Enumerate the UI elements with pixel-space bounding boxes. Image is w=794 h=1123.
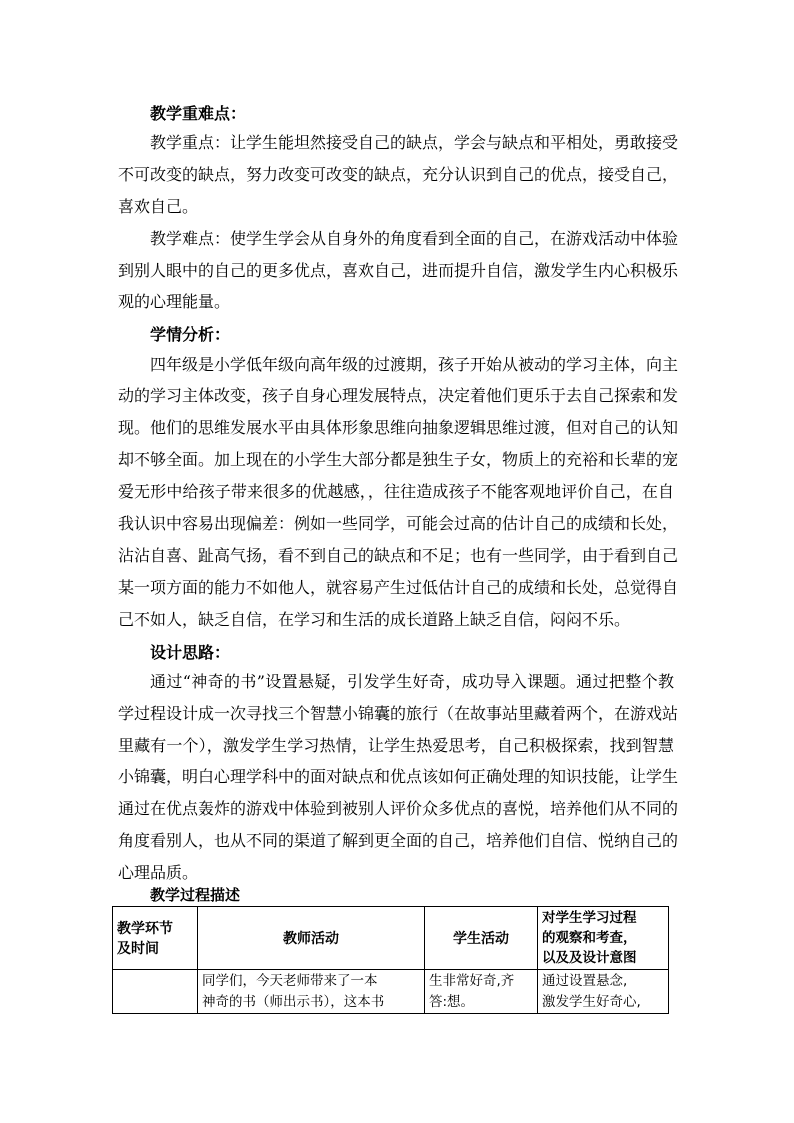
paragraph-line: 里藏有一个），激发学生学习热情，让学生热爱思考，自己积极探索，找到智慧 (118, 736, 674, 755)
process-heading: 教学过程描述 (150, 886, 241, 904)
header-text: 对学生学习过程 (542, 910, 637, 926)
table-row (113, 970, 669, 1014)
paragraph-line: 学过程设计成一次寻找三个智慧小锦囊的旅行（在故事站里藏着两个，在游戏站 (118, 704, 679, 723)
paragraph-line: 动的学习主体改变，孩子自身心理发展特点，决定着他们更乐于去自己探索和发 (118, 386, 679, 405)
header-cell-student: 学生活动 (425, 907, 538, 970)
paragraph-line: 现。他们的思维发展水平由具体形象思维向抽象逻辑思维过渡，但对自己的认知 (118, 418, 679, 437)
paragraph-line: 己不如人，缺乏自信，在学习和生活的成长道路上缺乏自信，闷闷不乐。 (118, 610, 631, 629)
paragraph-line: 心理品质。 (118, 863, 199, 882)
cell-text: 激发学生好奇心, (542, 994, 641, 1010)
analysis-heading: 学情分析： (150, 325, 231, 344)
paragraph-line: 通过在优点轰炸的游戏中体验到被别人评价众多优点的喜悦，培养他们从不同的 (118, 799, 679, 818)
cell-text: 神奇的书（师出示书），这本书 (202, 994, 385, 1010)
header-text: 以及及设计意图 (542, 950, 637, 966)
header-text: 的观察和考查， (542, 930, 637, 946)
cell-text: 答:想。 (429, 994, 475, 1010)
cell-text: 通过设置悬念, (542, 973, 628, 989)
paragraph-line: 爱无形中给孩子带来很多的优越感，，往往造成孩子不能客观地评价自己，在自 (118, 482, 674, 501)
paragraph-line: 某一项方面的能力不如他人，就容易产生过低估计自己的成绩和长处，总觉得自 (118, 578, 679, 597)
table-cell (425, 970, 538, 1014)
paragraph-line: 却不够全面。加上现在的小学生大部分都是独生子女，物质上的充裕和长辈的宠 (118, 450, 679, 469)
paragraph-line: 喜欢自己。 (118, 197, 199, 216)
paragraph-line: 到别人眼中的自己的更多优点，喜欢自己，进而提升自信，激发学生内心积极乐 (118, 261, 679, 280)
paragraph-line: 通过“神奇的书”设置悬疑，引发学生好奇，成功导入课题。通过把整个教 (150, 672, 674, 691)
table-cell (113, 970, 198, 1014)
header-cell-observation (538, 907, 669, 970)
paragraph-line: 小锦囊，明白心理学科中的面对缺点和优点该如何正确处理的知识技能，让学生 (118, 767, 679, 786)
paragraph-line: 观的心理能量。 (118, 292, 231, 311)
paragraph-line: 沾沾自喜、趾高气扬，看不到自己的缺点和不足；也有一些同学，由于看到自己 (118, 546, 679, 565)
key-points-heading: 教学重难点： (150, 104, 247, 123)
header-cell-section (113, 907, 198, 970)
paragraph-line: 不可改变的缺点，努力改变可改变的缺点，充分认识到自己的优点，接受自己， (118, 165, 679, 184)
table-cell (538, 970, 669, 1014)
teaching-process-table (112, 906, 669, 1014)
paragraph-line: 四年级是小学低年级向高年级的过渡期，孩子开始从被动的学习主体，向主 (150, 355, 679, 374)
paragraph-line: 教学难点：使学生学会从自身外的角度看到全面的自己，在游戏活动中体验 (150, 229, 679, 248)
header-cell-teacher: 教师活动 (198, 907, 425, 970)
cell-text: 生非常好奇,齐 (429, 973, 515, 989)
paragraph-line: 角度看别人，也从不同的渠道了解到更全面的自己，培养他们自信、悦纳自己的 (118, 831, 679, 850)
header-text: 及时间 (117, 941, 159, 957)
cell-text: 同学们，今天老师带来了一本 (202, 973, 378, 989)
table-cell (198, 970, 425, 1014)
paragraph-line: 教学重点：让学生能坦然接受自己的缺点，学会与缺点和平相处，勇敢接受 (150, 133, 679, 152)
table-header-row (113, 907, 669, 970)
paragraph-line: 我认识中容易出现偏差：例如一些同学，可能会过高的估计自己的成绩和长处， (118, 514, 679, 533)
header-text: 教学环节 (117, 921, 173, 937)
design-heading: 设计思路： (150, 643, 231, 662)
